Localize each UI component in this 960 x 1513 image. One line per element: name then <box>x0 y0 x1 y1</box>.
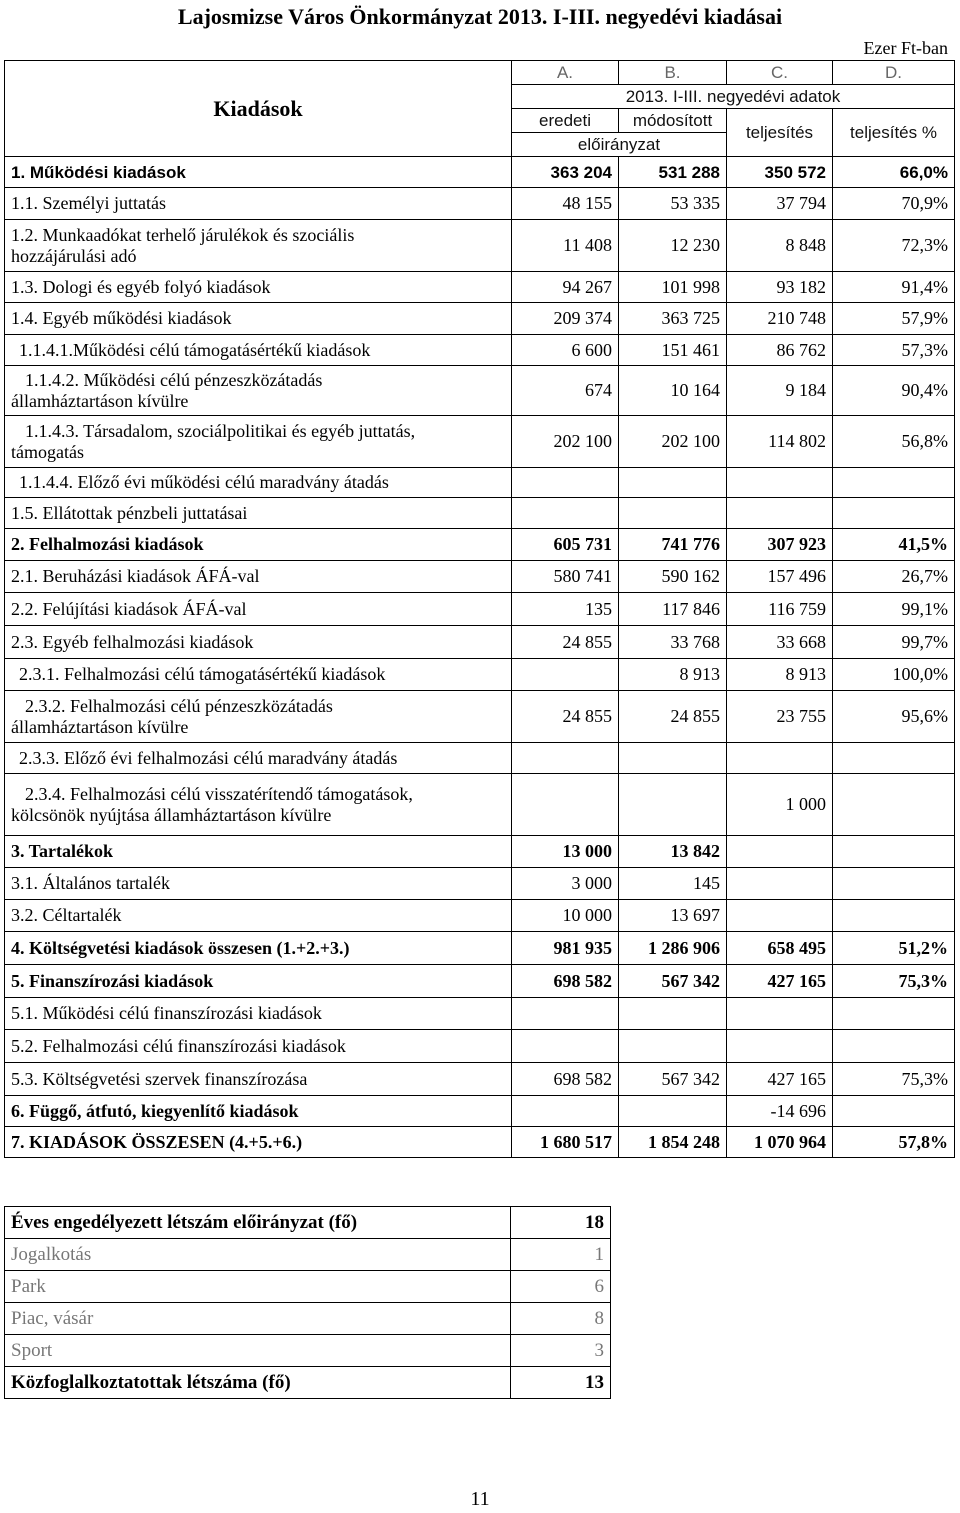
cell-teljesites-pct: 91,4% <box>833 272 955 303</box>
row-label <box>5 366 512 416</box>
row-label-line2: államháztartáson kívülre <box>11 716 189 737</box>
cell-teljesites: 427 165 <box>727 965 833 998</box>
cell-teljesites: 1 000 <box>727 774 833 836</box>
cell-eredeti: 202 100 <box>512 416 619 468</box>
cell-modositott <box>619 998 727 1030</box>
staff-label: Jogalkotás <box>5 1239 511 1271</box>
cell-eredeti: 24 855 <box>512 691 619 743</box>
table-row <box>5 188 955 220</box>
cell-eredeti <box>512 659 619 691</box>
cell-teljesites <box>727 998 833 1030</box>
cell-teljesites-pct: 41,5% <box>833 529 955 561</box>
table-row <box>5 303 955 335</box>
cell-teljesites: 9 184 <box>727 366 833 416</box>
page-title: Lajosmizse Város Önkormányzat 2013. I-III. negyedévi kiadásai <box>177 4 783 29</box>
cell-teljesites-pct: 100,0% <box>833 659 955 691</box>
cell-modositott <box>619 1030 727 1063</box>
staff-value: 3 <box>511 1335 611 1367</box>
table-row <box>5 1096 955 1127</box>
table-row <box>5 626 955 659</box>
cell-eredeti <box>512 468 619 498</box>
row-label: 3.2. Céltartalék <box>5 900 512 932</box>
row-label: 1. Működési kiadások <box>5 157 512 188</box>
cell-teljesites-pct: 72,3% <box>833 220 955 272</box>
table-row <box>5 416 955 468</box>
table-row <box>5 593 955 626</box>
cell-teljesites-pct: 26,7% <box>833 561 955 593</box>
cell-eredeti: 981 935 <box>512 932 619 965</box>
row-label <box>5 220 512 272</box>
table-row <box>5 1127 955 1158</box>
column-letter-a: A. <box>512 61 619 85</box>
cell-teljesites: 1 070 964 <box>727 1127 833 1158</box>
cell-teljesites-pct: 90,4% <box>833 366 955 416</box>
cell-teljesites: 210 748 <box>727 303 833 335</box>
cell-eredeti: 94 267 <box>512 272 619 303</box>
table-row <box>5 998 955 1030</box>
cell-modositott <box>619 1096 727 1127</box>
cell-teljesites-pct <box>833 774 955 836</box>
column-letter-b: B. <box>619 61 727 85</box>
cell-eredeti: 10 000 <box>512 900 619 932</box>
row-label-line1: 2.3.2. Felhalmozási célú pénzeszközátadás <box>25 695 333 716</box>
cell-teljesites: 37 794 <box>727 188 833 220</box>
cell-eredeti <box>512 1030 619 1063</box>
row-label: 2.1. Beruházási kiadások ÁFÁ-val <box>5 561 512 593</box>
staff-value: 18 <box>511 1207 611 1239</box>
table-row <box>5 743 955 774</box>
cell-teljesites <box>727 1030 833 1063</box>
cell-modositott: 1 854 248 <box>619 1127 727 1158</box>
cell-teljesites: 116 759 <box>727 593 833 626</box>
cell-teljesites: 33 668 <box>727 626 833 659</box>
table-row <box>5 691 955 743</box>
cell-modositott: 531 288 <box>619 157 727 188</box>
row-label <box>5 774 512 836</box>
cell-modositott: 363 725 <box>619 303 727 335</box>
row-label: 2.2. Felújítási kiadások ÁFÁ-val <box>5 593 512 626</box>
row-label: 1.5. Ellátottak pénzbeli juttatásai <box>5 498 512 529</box>
cell-eredeti: 48 155 <box>512 188 619 220</box>
row-label-line2: hozzájárulási adó <box>11 245 137 266</box>
cell-teljesites-pct <box>833 468 955 498</box>
cell-teljesites: 8 913 <box>727 659 833 691</box>
staff-label: Közfoglalkoztatottak létszáma (fő) <box>5 1367 511 1399</box>
table-row <box>5 220 955 272</box>
header-period: 2013. I-III. negyedévi adatok <box>512 85 955 109</box>
cell-modositott: 151 461 <box>619 335 727 366</box>
cell-teljesites-pct <box>833 868 955 900</box>
row-label: 3. Tartalékok <box>5 836 512 868</box>
table-row <box>5 1303 611 1335</box>
row-label: 1.1. Személyi juttatás <box>5 188 512 220</box>
row-label-line2: államháztartáson kívülre <box>11 390 189 411</box>
table-row <box>5 932 955 965</box>
table-row <box>5 335 955 366</box>
row-label: 2. Felhalmozási kiadások <box>5 529 512 561</box>
table-row <box>5 366 955 416</box>
table-row <box>5 836 955 868</box>
cell-modositott: 33 768 <box>619 626 727 659</box>
cell-modositott: 1 286 906 <box>619 932 727 965</box>
cell-eredeti: 605 731 <box>512 529 619 561</box>
cell-teljesites-pct <box>833 498 955 529</box>
cell-teljesites: 427 165 <box>727 1063 833 1096</box>
header-eloiranyzat: előirányzat <box>512 133 727 157</box>
cell-modositott: 590 162 <box>619 561 727 593</box>
cell-teljesites-pct: 57,3% <box>833 335 955 366</box>
row-label: 1.1.4.4. Előző évi működési célú maradvány átadás <box>5 468 512 498</box>
cell-teljesites: 8 848 <box>727 220 833 272</box>
header-teljesites: teljesítés <box>727 109 833 157</box>
row-label <box>5 416 512 468</box>
cell-teljesites-pct <box>833 743 955 774</box>
cell-teljesites <box>727 868 833 900</box>
table-row <box>5 868 955 900</box>
table-row <box>5 1063 955 1096</box>
cell-modositott: 101 998 <box>619 272 727 303</box>
cell-teljesites-pct: 51,2% <box>833 932 955 965</box>
cell-teljesites <box>727 743 833 774</box>
cell-eredeti <box>512 1096 619 1127</box>
cell-teljesites <box>727 498 833 529</box>
cell-modositott <box>619 743 727 774</box>
cell-teljesites-pct: 56,8% <box>833 416 955 468</box>
header-kiadasok: Kiadások <box>5 61 512 157</box>
staff-value: 8 <box>511 1303 611 1335</box>
table-row <box>5 1271 611 1303</box>
cell-eredeti: 3 000 <box>512 868 619 900</box>
cell-teljesites: 93 182 <box>727 272 833 303</box>
cell-teljesites-pct <box>833 998 955 1030</box>
cell-teljesites: 350 572 <box>727 157 833 188</box>
cell-eredeti <box>512 498 619 529</box>
row-label-line1: 1.1.4.3. Társadalom, szociálpolitikai és egyéb juttatás, <box>25 420 416 441</box>
cell-eredeti: 209 374 <box>512 303 619 335</box>
table-row <box>5 774 955 836</box>
cell-modositott <box>619 498 727 529</box>
cell-teljesites: 658 495 <box>727 932 833 965</box>
table-row <box>5 561 955 593</box>
staff-label: Éves engedélyezett létszám előirányzat (fő) <box>5 1207 511 1239</box>
cell-eredeti: 674 <box>512 366 619 416</box>
column-letter-c: C. <box>727 61 833 85</box>
cell-teljesites-pct <box>833 836 955 868</box>
cell-eredeti: 698 582 <box>512 965 619 998</box>
staff-value: 13 <box>511 1367 611 1399</box>
cell-eredeti: 135 <box>512 593 619 626</box>
cell-modositott: 12 230 <box>619 220 727 272</box>
cell-eredeti: 698 582 <box>512 1063 619 1096</box>
staff-value: 1 <box>511 1239 611 1271</box>
table-row <box>5 1239 611 1271</box>
row-label: 2.3.1. Felhalmozási célú támogatásértékű kiadások <box>5 659 512 691</box>
cell-modositott: 567 342 <box>619 965 727 998</box>
cell-teljesites-pct <box>833 1096 955 1127</box>
cell-eredeti: 1 680 517 <box>512 1127 619 1158</box>
cell-teljesites-pct: 75,3% <box>833 1063 955 1096</box>
header-eredeti: eredeti <box>512 109 619 133</box>
staff-table <box>4 1206 611 1399</box>
row-label: 3.1. Általános tartalék <box>5 868 512 900</box>
cell-eredeti <box>512 774 619 836</box>
table-row <box>5 1207 611 1239</box>
cell-teljesites: -14 696 <box>727 1096 833 1127</box>
cell-teljesites <box>727 900 833 932</box>
table-row <box>5 529 955 561</box>
cell-eredeti: 6 600 <box>512 335 619 366</box>
cell-modositott <box>619 468 727 498</box>
cell-teljesites-pct <box>833 1030 955 1063</box>
cell-eredeti <box>512 743 619 774</box>
row-label: 4. Költségvetési kiadások összesen (1.+2.+3.) <box>5 932 512 965</box>
row-label: 2.3. Egyéb felhalmozási kiadások <box>5 626 512 659</box>
cell-eredeti: 363 204 <box>512 157 619 188</box>
column-letter-d: D. <box>833 61 955 85</box>
table-row <box>5 272 955 303</box>
row-label: 5.3. Költségvetési szervek finanszírozása <box>5 1063 512 1096</box>
cell-modositott: 13 697 <box>619 900 727 932</box>
cell-teljesites: 86 762 <box>727 335 833 366</box>
row-label: 6. Függő, átfutó, kiegyenlítő kiadások <box>5 1096 512 1127</box>
row-label: 5. Finanszírozási kiadások <box>5 965 512 998</box>
cell-teljesites: 157 496 <box>727 561 833 593</box>
cell-teljesites <box>727 836 833 868</box>
cell-modositott <box>619 774 727 836</box>
cell-modositott: 117 846 <box>619 593 727 626</box>
cell-modositott: 202 100 <box>619 416 727 468</box>
row-label: 5.2. Felhalmozási célú finanszírozási kiadások <box>5 1030 512 1063</box>
header-teljesites-pct: teljesítés % <box>833 109 955 157</box>
cell-modositott: 24 855 <box>619 691 727 743</box>
table-row <box>5 900 955 932</box>
row-label-line2: támogatás <box>11 441 84 462</box>
cell-teljesites-pct: 75,3% <box>833 965 955 998</box>
cell-eredeti: 24 855 <box>512 626 619 659</box>
table-row <box>5 498 955 529</box>
row-label: 7. KIADÁSOK ÖSSZESEN (4.+5.+6.) <box>5 1127 512 1158</box>
table-row <box>5 1030 955 1063</box>
cell-teljesites: 114 802 <box>727 416 833 468</box>
table-row <box>5 659 955 691</box>
row-label-line1: 2.3.4. Felhalmozási célú visszatérítendő támogatások, <box>25 783 413 804</box>
cell-modositott: 145 <box>619 868 727 900</box>
header-modositott: módosított <box>619 109 727 133</box>
cell-teljesites-pct: 57,8% <box>833 1127 955 1158</box>
cell-teljesites <box>727 468 833 498</box>
row-label <box>5 691 512 743</box>
cell-teljesites-pct: 70,9% <box>833 188 955 220</box>
unit-label: Ezer Ft-ban <box>863 38 948 58</box>
row-label-line1: 1.2. Munkaadókat terhelő járulékok és szociális <box>11 224 355 245</box>
cell-eredeti <box>512 998 619 1030</box>
table-row <box>5 468 955 498</box>
table-row <box>5 157 955 188</box>
row-label-line1: 1.1.4.2. Működési célú pénzeszközátadás <box>25 369 323 390</box>
cell-modositott: 8 913 <box>619 659 727 691</box>
cell-modositott: 13 842 <box>619 836 727 868</box>
cell-teljesites-pct: 99,1% <box>833 593 955 626</box>
row-label: 2.3.3. Előző évi felhalmozási célú maradvány átadás <box>5 743 512 774</box>
row-label: 1.4. Egyéb működési kiadások <box>5 303 512 335</box>
cell-teljesites: 307 923 <box>727 529 833 561</box>
staff-label: Piac, vásár <box>5 1303 511 1335</box>
row-label: 1.1.4.1.Működési célú támogatásértékű kiadások <box>5 335 512 366</box>
cell-teljesites-pct: 99,7% <box>833 626 955 659</box>
cell-modositott: 10 164 <box>619 366 727 416</box>
cell-teljesites-pct: 66,0% <box>833 157 955 188</box>
cell-teljesites-pct: 95,6% <box>833 691 955 743</box>
cell-teljesites: 23 755 <box>727 691 833 743</box>
cell-eredeti: 13 000 <box>512 836 619 868</box>
cell-modositott: 53 335 <box>619 188 727 220</box>
staff-value: 6 <box>511 1271 611 1303</box>
cell-teljesites-pct: 57,9% <box>833 303 955 335</box>
cell-eredeti: 11 408 <box>512 220 619 272</box>
cell-modositott: 741 776 <box>619 529 727 561</box>
page-number: 11 <box>470 1488 490 1510</box>
staff-label: Sport <box>5 1335 511 1367</box>
cell-teljesites-pct <box>833 900 955 932</box>
row-label: 5.1. Működési célú finanszírozási kiadások <box>5 998 512 1030</box>
staff-label: Park <box>5 1271 511 1303</box>
table-row <box>5 1335 611 1367</box>
table-row <box>5 1367 611 1399</box>
cell-modositott: 567 342 <box>619 1063 727 1096</box>
row-label: 1.3. Dologi és egyéb folyó kiadások <box>5 272 512 303</box>
row-label-line2: kölcsönök nyújtása államháztartáson kívülre <box>11 804 332 825</box>
cell-eredeti: 580 741 <box>512 561 619 593</box>
expenditure-table <box>4 60 955 1158</box>
table-row <box>5 965 955 998</box>
